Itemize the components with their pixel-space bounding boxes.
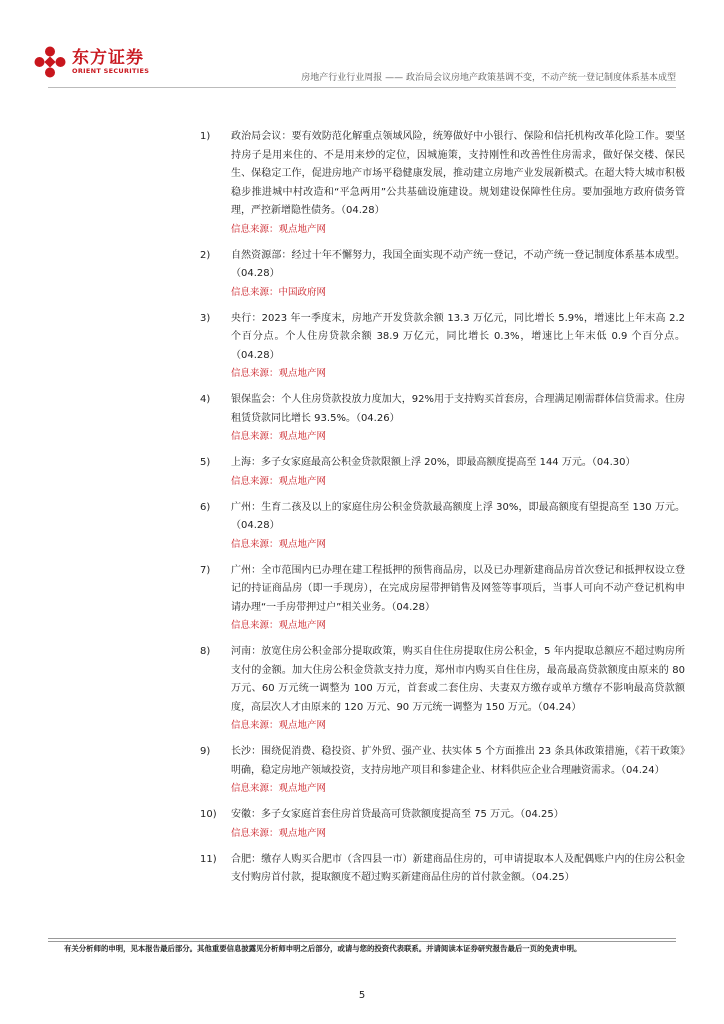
list-item	[200, 310, 685, 384]
list-item	[200, 851, 685, 888]
item-source	[231, 825, 685, 843]
item-number: 2)	[200, 249, 211, 261]
item-text: 自然资源部：经过十年不懈努力，我国全面实现不动产统一登记，不动产统一登记制度体系基本成型。（04.28）	[231, 249, 685, 279]
source-value: 观点地产网	[278, 620, 327, 631]
item-text: 上海：多子女家庭最高公积金贷款限额上浮 20%，即最高额度提高至 144 万元。（04.30）	[231, 457, 636, 468]
item-text: 广州：全市范围内已办理在建工程抵押的预售商品房，以及已办理新建商品房首次登记和抵押权设立登记的持证商品房（即一手现房），在完成房屋带押销售及网签等事项后，当事人可向不动产登记机构申请办理“一手房带押过户”相关业务。（04.28）	[231, 564, 685, 613]
news-list	[200, 128, 685, 888]
source-value: 观点地产网	[278, 827, 327, 839]
item-text: 银保监会：个人住房贷款投放力度加大，92%用于支持购买首套房，合理满足刚需群体信贷需求。住房租赁贷款同比增长 93.5%。（04.26）	[231, 394, 685, 424]
item-source	[231, 717, 685, 735]
list-item	[200, 643, 685, 735]
header-divider	[48, 87, 676, 88]
item-text: 央行：2023 年一季度末，房地产开发贷款余额 13.3 万亿元，同比增长 5.9%，增速比上年末高 2.2 个百分点。个人住房贷款余额 38.9 万亿元，同比增长 0.3%，增速比上年末低 0.9 个百分点。（04.28）	[231, 312, 685, 361]
item-number: 11)	[200, 853, 217, 865]
source-value: 中国政府网	[278, 286, 327, 298]
list-item	[200, 128, 685, 239]
item-source	[231, 536, 685, 554]
item-number: 6)	[200, 501, 211, 513]
item-source	[231, 428, 685, 446]
item-number: 7)	[200, 564, 211, 576]
source-value: 观点地产网	[278, 368, 327, 379]
item-source	[231, 365, 685, 383]
list-item	[200, 391, 685, 446]
item-source	[231, 780, 685, 798]
source-value: 观点地产网	[278, 475, 327, 487]
source-label: 信息来源：	[231, 827, 279, 839]
source-value: 观点地产网	[278, 720, 327, 731]
source-value: 观点地产网	[278, 538, 327, 550]
item-text: 长沙：围绕促消费、稳投资、扩外贸、强产业、扶实体 5 个方面推出 23 条具体政策措施，《若干政策》明确，稳定房地产领域投资，支持房地产项目和参建企业、材料供应企业合理融资需求。（04.24）	[231, 746, 685, 776]
item-number: 3)	[200, 312, 211, 324]
item-number: 8)	[200, 646, 211, 657]
page-number: 5	[358, 990, 366, 1001]
list-item	[200, 743, 685, 798]
list-item	[200, 499, 685, 554]
source-label: 信息来源：	[231, 475, 279, 487]
source-label: 信息来源：	[231, 783, 279, 794]
item-source	[231, 221, 685, 239]
list-item	[200, 562, 685, 636]
list-item	[200, 454, 685, 491]
source-label: 信息来源：	[231, 223, 279, 235]
orient-securities-logo-icon	[34, 46, 66, 78]
item-text: 河南：放宽住房公积金部分提取政策，购买自住住房提取住房公积金，5 年内提取总额应不超过购房所支付的金额。加大住房公积金贷款支持力度，郑州市内购买自住住房，最高最高贷款额度由原来的 80 万元、60 万元统一调整为 100 万元，首套或二套住房、夫妻双方缴存或单方缴存不影响最高贷款额度，高层次人才由原来的 120 万元、90 万元统一调整为 150 万元。（04.24）	[231, 646, 685, 713]
source-label: 信息来源：	[231, 720, 279, 731]
item-number: 4)	[200, 394, 211, 405]
brand-logo	[34, 46, 149, 78]
brand-name-cn: 东方证券	[72, 47, 144, 68]
source-value: 观点地产网	[278, 783, 327, 794]
source-label: 信息来源：	[231, 368, 279, 379]
source-label: 信息来源：	[231, 620, 279, 631]
list-item	[200, 247, 685, 302]
item-text: 安徽：多子女家庭首套住房首贷最高可贷款额度提高至 75 万元。（04.25）	[231, 809, 564, 820]
item-number: 9)	[200, 746, 211, 757]
source-label: 信息来源：	[231, 538, 279, 550]
item-number: 5)	[200, 457, 211, 468]
item-source	[231, 284, 685, 302]
item-number: 1)	[200, 131, 211, 142]
report-header-title: 房地产行业行业周报 —— 政治局会议房地产政策基调不变，不动产统一登记制度体系基本成型	[301, 73, 676, 83]
brand-name-en: ORIENT SECURITIES	[72, 66, 150, 75]
list-item	[200, 806, 685, 843]
item-number: 10)	[200, 809, 217, 820]
footer-divider	[48, 938, 676, 939]
footer-disclaimer: 有关分析师的申明，见本报告最后部分。其他重要信息披露见分析师申明之后部分，或请与您的投资代表联系。并请阅读本证券研究报告最后一页的免责申明。	[64, 944, 582, 953]
item-source	[231, 473, 685, 491]
item-text: 政治局会议：要有效防范化解重点领域风险，统筹做好中小银行、保险和信托机构改革化险工作。要坚持房子是用来住的、不是用来炒的定位，因城施策，支持刚性和改善性住房需求，做好保交楼、保民生、保稳定工作，促进房地产市场平稳健康发展，推动建立房地产业发展新模式。在超大特大城市积极稳步推进城中村改造和“平急两用”公共基础设施建设。规划建设保障性住房。要加强地方政府债务管理，严控新增隐性债务。（04.28）	[231, 131, 685, 216]
item-text: 广州：生育二孩及以上的家庭住房公积金贷款最高额度上浮 30%，即最高额度有望提高至 130 万元。（04.28）	[231, 501, 685, 531]
source-label: 信息来源：	[231, 431, 279, 442]
source-value: 观点地产网	[278, 223, 327, 235]
source-value: 观点地产网	[278, 431, 327, 442]
item-text: 合肥：缴存人购买合肥市（含四县一市）新建商品住房的，可申请提取本人及配偶账户内的住房公积金支付购房首付款，提取额度不超过购买新建商品住房的首付款金额。（04.25）	[231, 853, 685, 883]
item-source	[231, 617, 685, 635]
footer-divider	[48, 941, 676, 942]
source-label: 信息来源：	[231, 286, 279, 298]
